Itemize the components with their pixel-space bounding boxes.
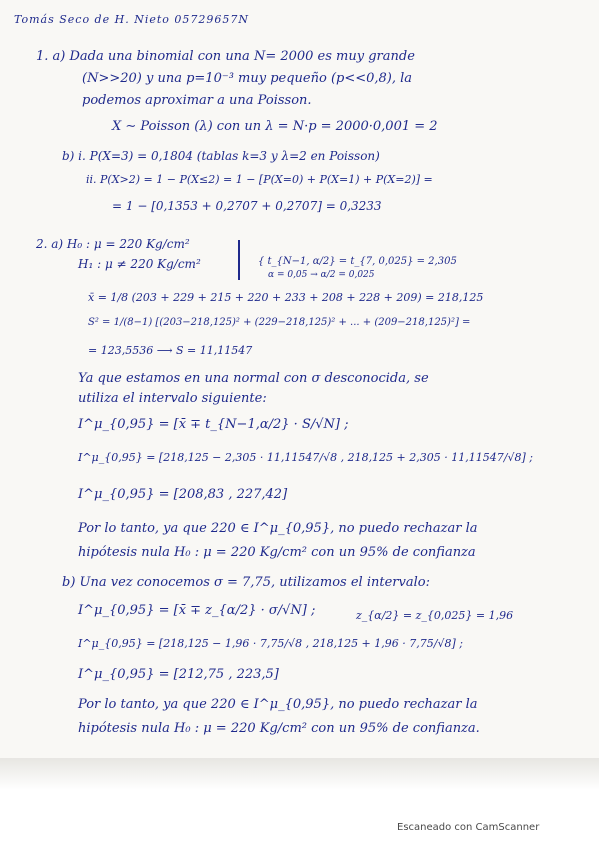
page-edge-shadow <box>0 758 599 790</box>
q2a-mean: x̄ = 1/8 (203 + 229 + 215 + 220 + 233 + 208 + 228 + 209) = 218,125 <box>88 291 484 304</box>
q1-poisson-line: X ∼ Poisson (λ) con un λ = N·p = 2000·0,001 = 2 <box>112 119 438 134</box>
q2a-text-2: utiliza el intervalo siguiente: <box>78 391 267 406</box>
q2b-interval-formula: I^μ_{0,95} = [x̄ ∓ z_{α/2} · σ/√N] ; <box>78 603 316 618</box>
scanner-watermark: Escaneado con CamScanner <box>397 822 540 833</box>
q2a-text-1: Ya que estamos en una normal con σ desconocida, se <box>78 371 429 386</box>
q2b-interval-sub: I^μ_{0,95} = [218,125 − 1,96 · 7,75/√8 , 218,125 + 1,96 · 7,75/√8] ; <box>78 637 463 650</box>
q1-line-2: (N>>20) y una p=10⁻³ muy pequeño (p<<0,8), la <box>82 71 413 86</box>
q1-b-ii-line: ii. P(X>2) = 1 − P(X≤2) = 1 − [P(X=0) + P(X=1) + P(X=2)] = <box>86 173 433 186</box>
q2b-conclusion-2: hipótesis nula H₀ : μ = 220 Kg/cm² con un 95% de confianza. <box>78 721 480 736</box>
q1-b-i-line: b) i. P(X=3) = 0,1804 (tablas k=3 y λ=2 en Poisson) <box>62 149 380 163</box>
hypothesis-divider <box>238 240 240 280</box>
q1-line-3: podemos aproximar a una Poisson. <box>82 93 312 108</box>
q2b-z-value: z_{α/2} = z_{0,025} = 1,96 <box>356 609 514 622</box>
q2a-alpha: α = 0,05 → α/2 = 0,025 <box>268 270 375 280</box>
q2a-conclusion-1: Por lo tanto, ya que 220 ∈ I^μ_{0,95}, no puedo rechazar la <box>78 521 478 536</box>
q2b-intro: b) Una vez conocemos σ = 7,75, utilizamos el intervalo: <box>62 575 430 590</box>
q2a-h0: 2. a) H₀ : μ = 220 Kg/cm² <box>36 237 190 251</box>
q2a-t-value: { t_{N−1, α/2} = t_{7, 0,025} = 2,305 <box>258 256 457 267</box>
q2a-interval-sub: I^μ_{0,95} = [218,125 − 2,305 · 11,11547/√8 , 218,125 + 2,305 · 11,11547/√8] ; <box>78 451 533 464</box>
q2a-std: = 123,5536 ⟶ S = 11,11547 <box>88 344 253 357</box>
q2a-interval-result: I^μ_{0,95} = [208,83 , 227,42] <box>78 487 288 502</box>
q2b-conclusion-1: Por lo tanto, ya que 220 ∈ I^μ_{0,95}, no puedo rechazar la <box>78 697 478 712</box>
q1-b-result-line: = 1 − [0,1353 + 0,2707 + 0,2707] = 0,3233 <box>112 199 382 213</box>
q2a-conclusion-2: hipótesis nula H₀ : μ = 220 Kg/cm² con un 95% de confianza <box>78 545 476 560</box>
q2a-h1: H₁ : μ ≠ 220 Kg/cm² <box>78 257 201 271</box>
q2a-interval-formula: I^μ_{0,95} = [x̄ ∓ t_{N−1,α/2} · S/√N] ; <box>78 417 349 432</box>
q1-line-1: 1. a) Dada una binomial con una N= 2000 es muy grande <box>36 49 415 64</box>
q2a-variance: S² = 1/(8−1) [(203−218,125)² + (229−218,125)² + ... + (209−218,125)²] = <box>88 317 471 328</box>
author-header: Tomás Seco de H. Nieto 05729657N <box>14 13 250 26</box>
q2b-interval-result: I^μ_{0,95} = [212,75 , 223,5] <box>78 667 279 682</box>
